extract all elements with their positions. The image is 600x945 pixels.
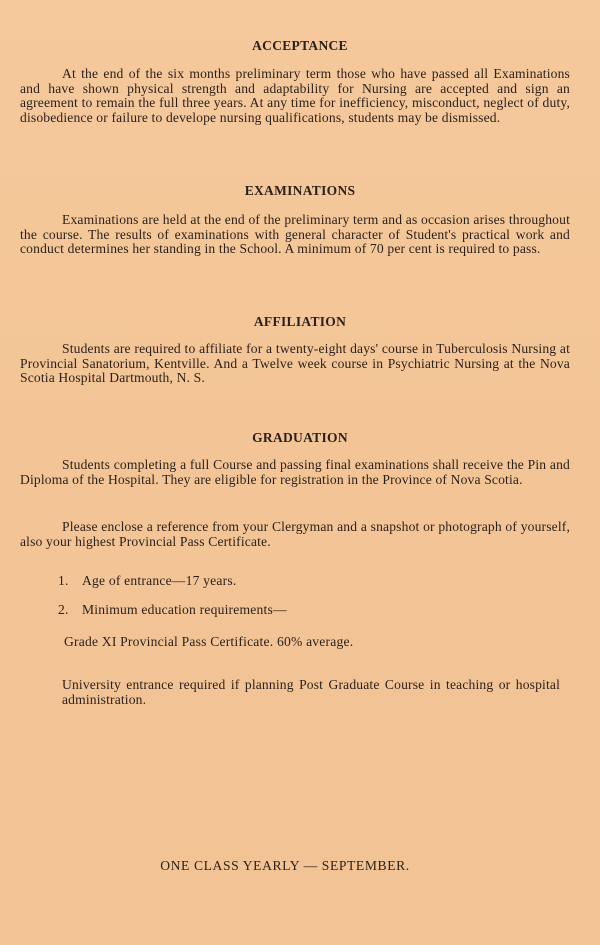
graduation-paragraph	[20, 458, 570, 487]
affiliation-heading: AFFILIATION	[253, 314, 347, 329]
graduation-text: Students completing a full Course and passing final examinations shall receive the Pin and Diploma of the Hospital. They are eligible for registration in the Province of Nova Scotia.	[20, 457, 570, 487]
requirement-number: 1.	[58, 573, 69, 588]
requirement-text: Minimum education requirements—	[82, 602, 287, 617]
reference-paragraph	[20, 520, 570, 549]
acceptance-paragraph	[20, 67, 570, 125]
university-paragraph: University entrance required if planning Post Graduate Course in teaching or hospital administration.	[62, 677, 560, 707]
reference-text: Please enclose a reference from your Clergyman and a snapshot or photograph of yourself, also your highest Provincial Pass Certificate.	[20, 519, 570, 549]
graduation-heading: GRADUATION	[252, 430, 348, 445]
affiliation-paragraph	[20, 342, 570, 386]
examinations-paragraph	[20, 213, 570, 257]
acceptance-heading: ACCEPTANCE	[252, 38, 348, 53]
affiliation-text: Students are required to affiliate for a twenty-eight days' course in Tuberculosis Nursing at Provincial Sanatorium, Kentville. And a Twelve week course in Psychiatric Nursing at the Nova Scotia Hospital Dartmouth, N. S.	[20, 341, 570, 386]
requirement-item-2	[58, 602, 287, 617]
examinations-heading: EXAMINATIONS	[244, 183, 356, 198]
grade-requirement: Grade XI Provincial Pass Certificate. 60% average.	[64, 634, 354, 649]
requirement-item-1	[58, 573, 236, 588]
examinations-text: Examinations are held at the end of the preliminary term and as occasion arises throughout the course. The results of examinations with general character of Student's practical work and conduct determines her standing in the School. A minimum of 70 per cent is required to pass.	[20, 212, 570, 257]
requirement-text: Age of entrance—17 years.	[82, 573, 237, 588]
acceptance-text: At the end of the six months preliminary term those who have passed all Examinations and have shown physical strength and adaptability for Nursing are accepted and sign an agreement to remain the full three years. At any time for inefficiency, misconduct, neglect of duty, disobedience or failure to develope nursing qualifications, students may be dismissed.	[20, 66, 570, 125]
requirement-number: 2.	[58, 602, 69, 617]
class-schedule-footer: ONE CLASS YEARLY — SEPTEMBER.	[160, 858, 410, 873]
